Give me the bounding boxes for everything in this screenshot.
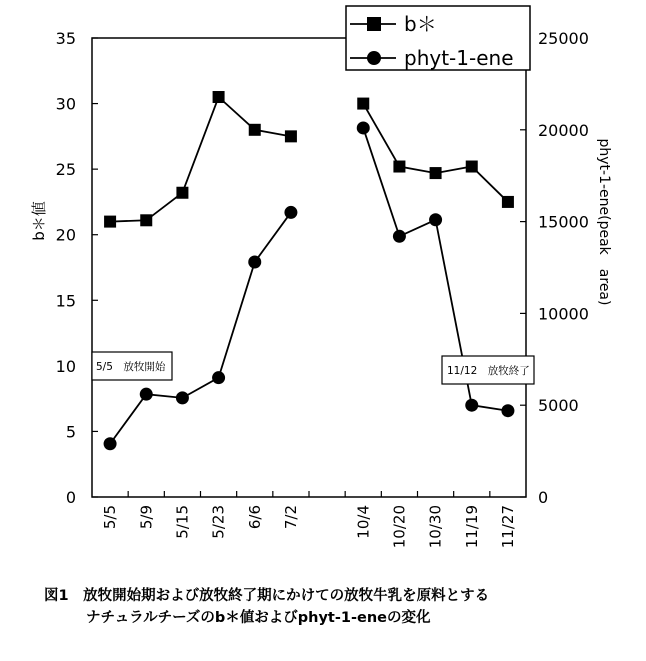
series-line-1 [110,97,291,222]
right-tick-label: 25000 [538,29,589,48]
x-tick-label: 5/5 [101,505,120,530]
phyt-1-ene-circle-marker [248,255,261,268]
right-tick-label: 15000 [538,212,589,232]
series-line-2 [110,212,291,443]
x-tick-label: 7/2 [281,505,300,530]
series-line-1 [363,104,508,202]
b-star-square-marker [466,161,478,173]
right-tick-label: 5000 [538,396,579,416]
left-tick-label: 20 [55,225,76,245]
right-tick-label: 10000 [538,304,589,324]
x-tick-label: 6/6 [245,505,264,530]
b-star-square-marker [176,187,188,199]
x-tick-label: 10/4 [354,505,373,539]
b-star-square-marker [249,124,261,136]
x-tick-label: 5/9 [137,505,156,530]
phyt-1-ene-circle-marker [284,206,297,219]
phyt-1-ene-circle-marker [176,391,189,404]
phyt-1-ene-circle-marker [429,213,442,226]
plot-frame [92,38,526,497]
x-tick-label: 11/19 [462,505,481,549]
left-tick-label: 25 [55,160,76,180]
x-tick-label: 10/20 [390,505,409,549]
left-tick-label: 35 [55,29,76,48]
x-tick-label: 5/15 [173,505,192,539]
b-star-square-marker [502,196,514,208]
b-star-square-marker [213,91,225,103]
legend [346,6,530,70]
ticks [56,29,589,548]
phyt-1-ene-circle-marker [104,437,117,450]
left-tick-label: 15 [55,291,76,311]
left-tick-label: 10 [55,356,76,376]
b-star-square-marker [140,214,152,226]
left-tick-label: 5 [65,422,76,442]
x-tick-label: 11/27 [498,505,517,549]
b-star-square-marker [393,161,405,173]
legend-label: b＊ [404,12,437,36]
x-tick-label: 5/23 [209,505,228,539]
left-tick-label: 30 [55,94,76,114]
phyt-1-ene-circle-marker [140,388,153,401]
b-star-square-marker [430,167,442,179]
axes [92,38,526,497]
x-tick-label: 10/30 [426,505,445,549]
left-tick-label: 0 [65,488,76,507]
legend-circle-marker [367,51,381,65]
right-axis-title: phyt-1-ene(peak area) [596,138,612,306]
annotation-label: 5/5 放牧開始 [96,361,166,373]
right-tick-label: 20000 [538,120,589,140]
annotation-label: 11/12 放牧終了 [447,365,530,377]
b-star-square-marker [104,216,116,228]
left-axis-title: b＊値 [30,201,48,241]
figure-caption-line-2: ナチュラルチーズのb＊値およびphyt-1-eneの変化 [86,610,431,626]
phyt-1-ene-circle-marker [393,230,406,243]
figure-caption-line-1: 図1 放牧開始期および放牧終了期にかけての放牧牛乳を原料とする [44,588,490,604]
phyt-1-ene-circle-marker [357,121,370,134]
phyt-1-ene-circle-marker [212,371,225,384]
phyt-1-ene-circle-marker [465,399,478,412]
b-star-square-marker [285,130,297,142]
annotations [92,352,534,384]
legend-square-marker [367,17,381,31]
right-tick-label: 0 [538,488,549,507]
phyt-1-ene-circle-marker [501,404,514,417]
series-lines [110,97,508,444]
legend-label: phyt-1-ene [404,46,514,70]
b-star-square-marker [357,98,369,110]
